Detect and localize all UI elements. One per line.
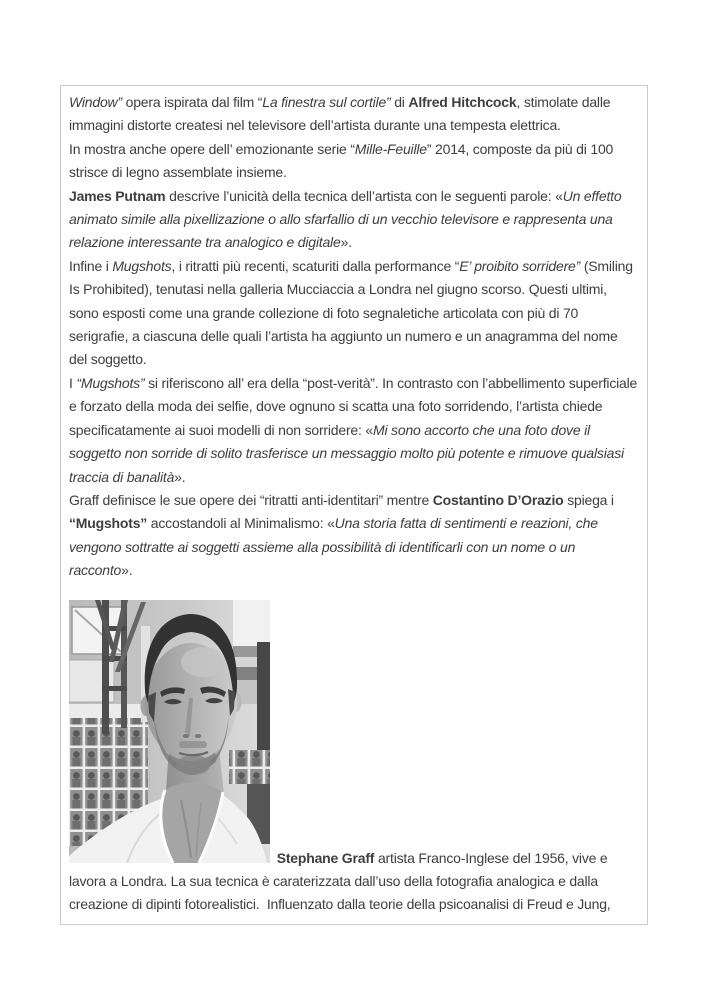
- text-run: James Putnam: [69, 187, 166, 204]
- text-run: accostandoli al Minimalismo: «: [147, 515, 335, 532]
- text-run: , i ritratti più recenti, scaturiti dalla performance “: [171, 257, 460, 274]
- text-run: artista Franco-Inglese del 1956, vive e lavora a Londra. La sua tecnica è caraterizzata dall’uso della fotografia analogica e dalla creazione di dipinti fotorealistici. Influenzato dalla teorie della psicoanalisi di Freud e Jung,: [69, 849, 611, 913]
- text-run: Costantino D’Orazio: [432, 491, 564, 508]
- text-run: ».: [121, 562, 133, 579]
- text-run: Stephane Graff: [276, 849, 375, 866]
- text-run: ».: [174, 468, 186, 485]
- paragraph: [69, 255, 639, 372]
- paragraph: [69, 138, 639, 185]
- article-body: [69, 91, 639, 917]
- text-run: opera ispirata dal film “: [121, 94, 263, 110]
- text-run: ».: [340, 234, 352, 251]
- text-run: “Mugshots”: [69, 515, 148, 532]
- text-run: ” 2014, composte da più di 100 strisce di legno assemblate insieme.: [69, 140, 614, 181]
- paragraph: [69, 185, 639, 255]
- text-run: La finestra sul cortile”: [262, 94, 391, 110]
- paragraph: [69, 600, 639, 917]
- text-run: spiega i: [563, 491, 614, 508]
- text-run: E’ proibito sorridere”: [459, 257, 581, 274]
- text-run: Alfred Hitchcock: [408, 94, 517, 110]
- text-run: Graff definisce le sue opere dei “ritratti anti-identitari” mentre: [69, 491, 433, 508]
- text-run: descrive l’unicità della tecnica dell’artista con le seguenti parole: «: [165, 187, 563, 204]
- paragraph: [69, 91, 639, 138]
- text-run: Mi sono accorto che una foto dove il soggetto non sorride di solito trasferisce un messaggio molto più potente e rimuove qualsiasi traccia di banalità: [69, 421, 624, 485]
- text-run: In mostra anche opere dell’ emozionante serie “: [69, 140, 355, 157]
- text-run: , stimolate dalle immagini distorte createsi nel televisore dell’artista durante una tempesta elettrica.: [69, 94, 611, 134]
- text-run: Una storia fatta di sentimenti e reazioni, che vengono sottratte ai soggetti assieme alla possibilità di identificarli con un nome o un racconto: [69, 515, 598, 579]
- document-page: [60, 85, 648, 925]
- text-run: (Smiling Is Prohibited), tenutasi nella galleria Mucciaccia a Londra nel giugno scorso. Questi ultimi, sono esposti come una grande collezione di foto segnaletiche articolata con più di 70 serigrafie, a ciascuna delle quali l’artista ha aggiunto un numero e un anagramma del nome del soggetto.: [69, 257, 633, 368]
- text-run: I: [69, 374, 77, 391]
- text-run: Window”: [69, 94, 122, 110]
- paragraph: [69, 372, 639, 489]
- text-run: di: [390, 94, 409, 110]
- text-run: Un effetto animato simile alla pixellizazione o allo sfarfallio di un vecchio televisore e rappresenta una relazione interessante tra analogico e digitale: [69, 187, 622, 251]
- paragraph: [69, 489, 639, 583]
- text-run: Infine i: [69, 257, 113, 274]
- text-run: Mugshots: [112, 257, 172, 274]
- text-run: Mille-Feuille: [354, 140, 427, 157]
- text-run: “Mugshots”: [76, 374, 145, 391]
- text-run: si riferiscono all’ era della “post-verità”. In contrasto con l’abbellimento superficiale e forzato della moda dei selfie, dove ognuno si scatta una foto sorridendo, l’artista chiede specificatamente ai suoi modelli di non sorridere: «: [69, 374, 638, 438]
- artist-portrait-photo: [69, 600, 270, 863]
